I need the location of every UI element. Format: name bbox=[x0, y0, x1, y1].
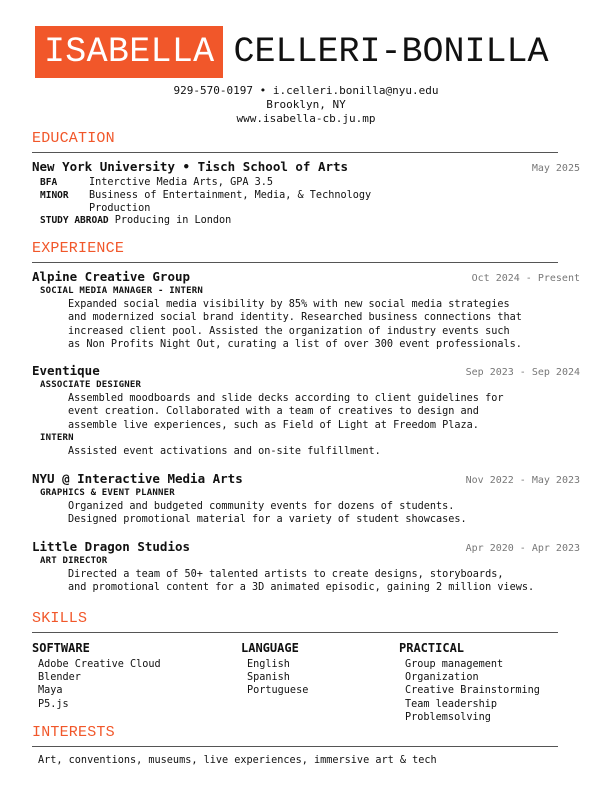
contact-info bbox=[0, 84, 612, 126]
degree-label: BFA bbox=[40, 177, 58, 188]
education-divider bbox=[32, 152, 558, 153]
skill-item: English bbox=[247, 659, 290, 670]
study-abroad-row bbox=[40, 215, 231, 226]
practical-list bbox=[399, 658, 540, 724]
entry-date: Sep 2023 - Sep 2024 bbox=[465, 367, 580, 378]
role-title: SOCIAL MEDIA MANAGER - INTERN bbox=[40, 286, 203, 296]
language-list bbox=[241, 658, 308, 698]
school-name: New York University • Tisch School of Arts bbox=[32, 159, 349, 174]
description-line: assemble live experiences, such as Field of Light at Freedom Plaza. bbox=[68, 419, 479, 431]
role-description bbox=[68, 392, 588, 432]
description-line: increased client pool. Assisted the organization of industry events such bbox=[68, 325, 510, 337]
skill-item: Blender bbox=[38, 672, 81, 684]
interests-divider bbox=[32, 746, 558, 747]
software-list bbox=[32, 658, 161, 711]
practical-heading: PRACTICAL bbox=[399, 641, 465, 655]
skill-item: Adobe Creative Cloud bbox=[38, 659, 161, 670]
name-block bbox=[35, 26, 549, 78]
minor-value: Business of Entertainment, Media, & Technology Production bbox=[89, 190, 372, 215]
education-entry-head bbox=[32, 159, 580, 174]
org-name: Little Dragon Studios bbox=[32, 539, 191, 554]
minor-label: MINOR bbox=[40, 190, 69, 201]
role-description bbox=[68, 568, 588, 595]
experience-title: EXPERIENCE bbox=[32, 240, 125, 257]
education-date: May 2025 bbox=[531, 163, 580, 174]
description-line: as Non Profits Night Out, curating a list of over 300 event professionals. bbox=[68, 339, 522, 351]
skill-item: Problemsolving bbox=[405, 711, 491, 723]
skills-divider bbox=[32, 632, 558, 633]
skill-item: Maya bbox=[38, 685, 63, 697]
skill-item: Group management bbox=[405, 659, 504, 670]
skill-item: Team leadership bbox=[405, 698, 498, 710]
skill-item: Organization bbox=[405, 672, 479, 684]
experience-entry-head bbox=[32, 539, 580, 554]
experience-divider bbox=[32, 262, 558, 263]
degree-row bbox=[40, 176, 419, 189]
last-name: CELLERI-BONILLA bbox=[233, 32, 549, 72]
interests-text: Art, conventions, museums, live experiences, immersive art & tech bbox=[38, 755, 437, 766]
skill-item: Creative Brainstorming bbox=[405, 685, 540, 697]
role-title: GRAPHICS & EVENT PLANNER bbox=[40, 488, 175, 498]
skill-item: P5.js bbox=[38, 698, 69, 710]
website-link[interactable]: www.isabella-cb.ju.mp bbox=[236, 112, 376, 125]
org-name: NYU @ Interactive Media Arts bbox=[32, 471, 243, 486]
first-name: ISABELLA bbox=[35, 26, 223, 78]
role-title: INTERN bbox=[40, 433, 74, 443]
description-line: Organized and budgeted community events for dozens of students. bbox=[68, 501, 455, 512]
practical-column bbox=[399, 641, 540, 724]
description-line: event creation. Collaborated with a team of creatives to design and bbox=[68, 406, 479, 418]
description-line: Directed a team of 50+ talented artists to create designs, storyboards, bbox=[68, 569, 504, 580]
degree-value: Interctive Media Arts, GPA 3.5 bbox=[89, 177, 274, 188]
experience-entry-head bbox=[32, 471, 580, 486]
language-column bbox=[241, 641, 308, 698]
description-line: and promotional content for a 3D animated episodic, gaining 2 million views. bbox=[68, 582, 535, 594]
entry-date: Nov 2022 - May 2023 bbox=[465, 475, 580, 486]
language-heading: LANGUAGE bbox=[241, 641, 299, 655]
org-name: Eventique bbox=[32, 363, 100, 378]
org-name: Alpine Creative Group bbox=[32, 269, 191, 284]
description-line: Designed promotional material for a variety of student showcases. bbox=[68, 514, 467, 526]
location: Brooklyn, NY bbox=[266, 98, 346, 111]
description-line: Assisted event activations and on-site fulfillment. bbox=[68, 446, 381, 457]
skill-item: Spanish bbox=[247, 672, 290, 684]
interests-title: INTERESTS bbox=[32, 724, 115, 741]
entry-date: Apr 2020 - Apr 2023 bbox=[465, 543, 580, 554]
minor-row bbox=[40, 189, 419, 215]
description-line: and modernized social brand identity. Researched business connections that bbox=[68, 312, 522, 324]
role-description bbox=[68, 500, 588, 527]
description-line: Assembled moodboards and slide decks according to client guidelines for bbox=[68, 393, 504, 404]
role-description bbox=[68, 445, 588, 458]
contact-line: 929-570-0197 • i.celleri.bonilla@nyu.edu bbox=[173, 84, 439, 97]
experience-entry-head bbox=[32, 269, 580, 284]
entry-date: Oct 2024 - Present bbox=[471, 273, 580, 284]
role-title: ART DIRECTOR bbox=[40, 556, 108, 566]
role-description bbox=[68, 298, 588, 352]
software-heading: SOFTWARE bbox=[32, 641, 90, 655]
skills-title: SKILLS bbox=[32, 610, 88, 627]
skill-item: Portuguese bbox=[247, 685, 309, 697]
education-title: EDUCATION bbox=[32, 130, 115, 147]
study-abroad-value: Producing in London bbox=[114, 215, 232, 226]
experience-entry-head bbox=[32, 363, 580, 378]
description-line: Expanded social media visibility by 85% with new social media strategies bbox=[68, 299, 510, 310]
role-title: ASSOCIATE DESIGNER bbox=[40, 380, 142, 390]
software-column bbox=[32, 641, 161, 711]
study-abroad-label: STUDY ABROAD bbox=[40, 215, 109, 226]
